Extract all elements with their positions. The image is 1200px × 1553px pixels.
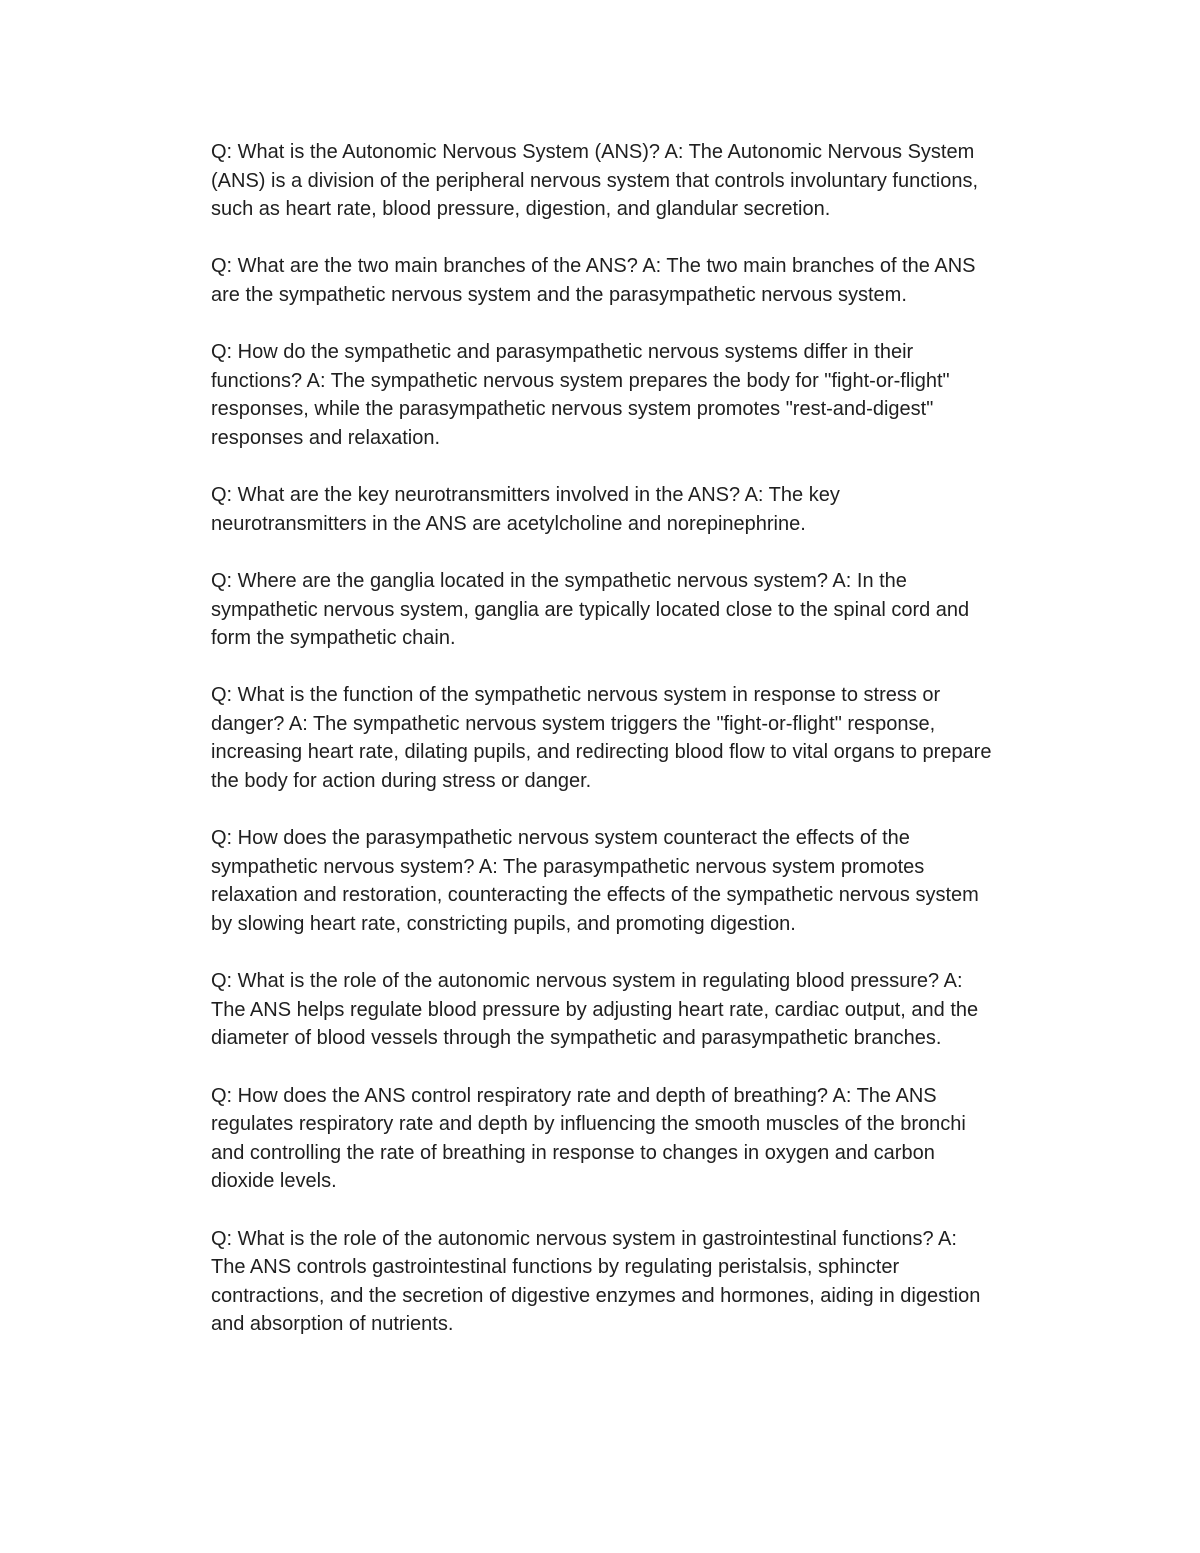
qa-paragraph: Q: How does the parasympathetic nervous system counteract the effects of the sympathetic nervous system? A: The parasympathetic nervous system promotes relaxation and restoration, counteracting the effects of the sympathetic nervous system by slowing heart rate, constricting pupils, and promoting digestion. [211, 827, 979, 936]
qa-paragraph: Q: What is the Autonomic Nervous System (ANS)? A: The Autonomic Nervous System (ANS) is a division of the peripheral nervous system that controls involuntary functions, such as heart rate, blood pressure, digestion, and glandular secretion. [211, 141, 979, 221]
qa-paragraph: Q: What are the key neurotransmitters involved in the ANS? A: The key neurotransmitters in the ANS are acetylcholine and norepinephrine. [211, 484, 840, 535]
qa-paragraph: Q: What are the two main branches of the ANS? A: The two main branches of the ANS are the sympathetic nervous system and the parasympathetic nervous system. [211, 255, 976, 306]
qa-paragraph: Q: Where are the ganglia located in the sympathetic nervous system? A: In the sympathetic nervous system, ganglia are typically located close to the spinal cord and form the sympathetic chain. [211, 569, 970, 650]
qa-paragraph: Q: What is the function of the sympathetic nervous system in response to stress or danger? A: The sympathetic nervous system triggers the "fight-or-flight" response, increasing heart rate, dilating pupils, and redirecting blood flow to vital organs to prepare the body for action during stress or danger. [211, 684, 992, 793]
qa-paragraph: Q: What is the role of the autonomic nervous system in gastrointestinal functions? A: The ANS controls gastrointestinal functions by regulating peristalsis, sphincter contractions, and the secretion of digestive enzymes and hormones, aiding in digestion and absorption of nutrients. [211, 1227, 981, 1336]
document-page [211, 138, 1061, 1368]
qa-paragraph: Q: What is the role of the autonomic nervous system in regulating blood pressure? A: The ANS helps regulate blood pressure by adjusting heart rate, cardiac output, and the diameter of blood vessels through the sympathetic and parasympathetic branches. [211, 970, 979, 1050]
qa-paragraph: Q: How does the ANS control respiratory rate and depth of breathing? A: The ANS regulates respiratory rate and depth by influencing the smooth muscles of the bronchi and controlling the rate of breathing in response to changes in oxygen and carbon dioxide levels. [211, 1084, 966, 1193]
qa-paragraph: Q: How do the sympathetic and parasympathetic nervous systems differ in their functions? A: The sympathetic nervous system prepares the body for "fight-or-flight" responses, while the parasympathetic nervous system promotes "rest-and-digest" responses and relaxation. [211, 341, 950, 449]
